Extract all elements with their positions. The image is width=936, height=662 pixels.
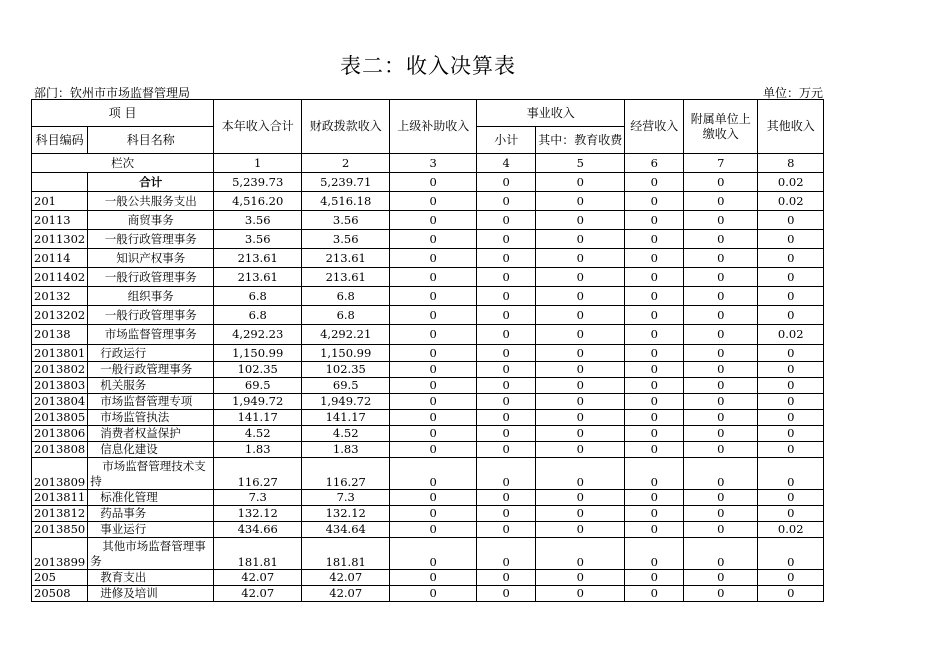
header-other: 其他收入 bbox=[758, 100, 824, 154]
row-value: 0 bbox=[477, 268, 536, 287]
table-row bbox=[32, 586, 824, 602]
row-name: 教育支出 bbox=[88, 570, 214, 586]
row-value: 0 bbox=[477, 249, 536, 268]
row-value: 5,239.71 bbox=[302, 173, 390, 192]
row-name: 一般行政管理事务 bbox=[88, 268, 214, 287]
row-value: 0 bbox=[625, 522, 684, 538]
row-code bbox=[32, 173, 88, 192]
row-value: 0 bbox=[625, 538, 684, 570]
row-code: 2013850 bbox=[32, 522, 88, 538]
column-number: 5 bbox=[536, 154, 625, 173]
row-value: 0 bbox=[684, 426, 758, 442]
row-value: 0 bbox=[625, 325, 684, 345]
row-value: 0 bbox=[390, 306, 477, 325]
row-value: 0 bbox=[625, 442, 684, 458]
row-value: 0 bbox=[536, 490, 625, 506]
row-value: 0 bbox=[390, 211, 477, 230]
row-value: 6.8 bbox=[302, 287, 390, 306]
row-value: 0 bbox=[477, 173, 536, 192]
department-label: 部门：钦州市市场监督管理局 bbox=[34, 86, 191, 100]
row-value: 0 bbox=[758, 306, 824, 325]
row-code: 20132 bbox=[32, 287, 88, 306]
row-value: 0 bbox=[477, 378, 536, 394]
row-value: 0 bbox=[625, 249, 684, 268]
page-title: 表二：收入决算表 bbox=[340, 54, 516, 78]
row-value: 0 bbox=[684, 490, 758, 506]
header-business: 事业收入 bbox=[477, 100, 625, 127]
header-code: 科目编码 bbox=[32, 127, 88, 154]
row-value: 0 bbox=[390, 268, 477, 287]
row-value: 0 bbox=[536, 345, 625, 362]
row-value: 0 bbox=[477, 287, 536, 306]
row-value: 4,292.23 bbox=[214, 325, 302, 345]
row-value: 0 bbox=[625, 268, 684, 287]
row-name: 标准化管理 bbox=[88, 490, 214, 506]
row-value: 0 bbox=[536, 192, 625, 211]
row-value: 4,516.18 bbox=[302, 192, 390, 211]
row-code: 20114 bbox=[32, 249, 88, 268]
row-value: 0 bbox=[477, 345, 536, 362]
table-row bbox=[32, 173, 824, 192]
row-value: 116.27 bbox=[214, 458, 302, 490]
row-value: 1.83 bbox=[302, 442, 390, 458]
header-item: 项 目 bbox=[32, 100, 214, 127]
row-value: 0 bbox=[758, 586, 824, 602]
row-code: 2013802 bbox=[32, 362, 88, 378]
row-value: 1,949.72 bbox=[214, 394, 302, 410]
column-number: 3 bbox=[390, 154, 477, 173]
row-code: 2013806 bbox=[32, 426, 88, 442]
row-value: 69.5 bbox=[302, 378, 390, 394]
row-value: 0 bbox=[536, 394, 625, 410]
row-value: 141.17 bbox=[214, 410, 302, 426]
row-value: 42.07 bbox=[214, 586, 302, 602]
table-row bbox=[32, 230, 824, 249]
row-value: 181.81 bbox=[214, 538, 302, 570]
row-value: 0 bbox=[536, 173, 625, 192]
row-value: 5,239.73 bbox=[214, 173, 302, 192]
row-value: 0 bbox=[477, 211, 536, 230]
row-value: 0 bbox=[536, 570, 625, 586]
table-row bbox=[32, 268, 824, 287]
row-name: 商贸事务 bbox=[88, 211, 214, 230]
row-value: 0 bbox=[758, 410, 824, 426]
row-value: 0 bbox=[390, 506, 477, 522]
row-name: 行政运行 bbox=[88, 345, 214, 362]
row-name: 药品事务 bbox=[88, 506, 214, 522]
row-code: 20508 bbox=[32, 586, 88, 602]
row-code: 2013202 bbox=[32, 306, 88, 325]
row-value: 0 bbox=[390, 410, 477, 426]
row-value: 0 bbox=[477, 490, 536, 506]
row-value: 0 bbox=[536, 230, 625, 249]
row-value: 0.02 bbox=[758, 173, 824, 192]
row-value: 0 bbox=[536, 522, 625, 538]
row-value: 0 bbox=[390, 249, 477, 268]
row-value: 42.07 bbox=[302, 586, 390, 602]
row-code: 2011402 bbox=[32, 268, 88, 287]
row-value: 0 bbox=[477, 522, 536, 538]
row-value: 0 bbox=[684, 211, 758, 230]
row-name: 一般行政管理事务 bbox=[88, 230, 214, 249]
row-value: 0 bbox=[390, 586, 477, 602]
table-row bbox=[32, 538, 824, 570]
row-value: 434.66 bbox=[214, 522, 302, 538]
row-value: 0 bbox=[758, 345, 824, 362]
row-value: 0 bbox=[390, 287, 477, 306]
row-value: 116.27 bbox=[302, 458, 390, 490]
row-value: 0 bbox=[536, 268, 625, 287]
row-value: 141.17 bbox=[302, 410, 390, 426]
column-number: 6 bbox=[625, 154, 684, 173]
row-value: 0 bbox=[477, 394, 536, 410]
table-row bbox=[32, 362, 824, 378]
row-value: 1,150.99 bbox=[214, 345, 302, 362]
header-education: 其中：教育收费 bbox=[536, 127, 625, 154]
row-value: 0 bbox=[758, 570, 824, 586]
row-value: 0 bbox=[758, 442, 824, 458]
row-value: 0 bbox=[625, 570, 684, 586]
row-value: 213.61 bbox=[302, 268, 390, 287]
row-value: 1.83 bbox=[214, 442, 302, 458]
header-fiscal: 财政拨款收入 bbox=[302, 100, 390, 154]
row-name: 组织事务 bbox=[88, 287, 214, 306]
row-value: 3.56 bbox=[302, 211, 390, 230]
column-number: 8 bbox=[758, 154, 824, 173]
row-value: 3.56 bbox=[214, 211, 302, 230]
row-code: 2013805 bbox=[32, 410, 88, 426]
row-value: 132.12 bbox=[302, 506, 390, 522]
row-value: 0 bbox=[536, 325, 625, 345]
column-number: 1 bbox=[214, 154, 302, 173]
row-value: 0 bbox=[390, 458, 477, 490]
row-value: 0 bbox=[684, 268, 758, 287]
row-name: 一般行政管理事务 bbox=[88, 306, 214, 325]
row-code: 2013808 bbox=[32, 442, 88, 458]
row-code: 2013809 bbox=[32, 458, 88, 490]
row-value: 0 bbox=[625, 394, 684, 410]
row-value: 0 bbox=[758, 458, 824, 490]
row-value: 3.56 bbox=[214, 230, 302, 249]
row-name: 知识产权事务 bbox=[88, 249, 214, 268]
row-code: 20138 bbox=[32, 325, 88, 345]
column-number: 4 bbox=[477, 154, 536, 173]
row-value: 0 bbox=[758, 490, 824, 506]
row-value: 181.81 bbox=[302, 538, 390, 570]
row-name: 市场监管执法 bbox=[88, 410, 214, 426]
row-value: 0 bbox=[684, 345, 758, 362]
row-value: 0 bbox=[390, 325, 477, 345]
header-subtotal: 小计 bbox=[477, 127, 536, 154]
row-value: 213.61 bbox=[302, 249, 390, 268]
table-row bbox=[32, 442, 824, 458]
row-value: 0 bbox=[758, 506, 824, 522]
row-value: 434.64 bbox=[302, 522, 390, 538]
row-value: 0 bbox=[758, 394, 824, 410]
row-value: 0 bbox=[758, 426, 824, 442]
row-code: 205 bbox=[32, 570, 88, 586]
row-value: 0 bbox=[684, 249, 758, 268]
table-row bbox=[32, 378, 824, 394]
table-row bbox=[32, 249, 824, 268]
table-row bbox=[32, 458, 824, 490]
row-value: 0 bbox=[477, 306, 536, 325]
row-value: 0 bbox=[684, 458, 758, 490]
row-value: 0 bbox=[625, 458, 684, 490]
row-value: 0 bbox=[625, 410, 684, 426]
row-value: 0 bbox=[684, 538, 758, 570]
row-value: 0 bbox=[390, 442, 477, 458]
row-value: 4,516.20 bbox=[214, 192, 302, 211]
row-code: 2013811 bbox=[32, 490, 88, 506]
row-value: 0 bbox=[477, 442, 536, 458]
table-row bbox=[32, 522, 824, 538]
row-value: 6.8 bbox=[302, 306, 390, 325]
row-name: 市场监督管理事务 bbox=[88, 325, 214, 345]
row-value: 0 bbox=[536, 538, 625, 570]
row-value: 0 bbox=[477, 506, 536, 522]
row-value: 69.5 bbox=[214, 378, 302, 394]
row-value: 0 bbox=[758, 287, 824, 306]
column-number-label: 栏次 bbox=[32, 154, 214, 173]
row-value: 0 bbox=[684, 394, 758, 410]
row-value: 0 bbox=[684, 410, 758, 426]
row-value: 0 bbox=[758, 249, 824, 268]
row-value: 0 bbox=[390, 362, 477, 378]
row-name: 事业运行 bbox=[88, 522, 214, 538]
row-value: 213.61 bbox=[214, 268, 302, 287]
row-value: 1,150.99 bbox=[302, 345, 390, 362]
row-value: 0 bbox=[536, 442, 625, 458]
row-value: 0 bbox=[758, 538, 824, 570]
row-value: 0 bbox=[536, 287, 625, 306]
row-value: 0 bbox=[758, 378, 824, 394]
row-value: 0 bbox=[625, 426, 684, 442]
row-value: 0 bbox=[684, 362, 758, 378]
row-value: 7.3 bbox=[214, 490, 302, 506]
row-value: 0 bbox=[477, 538, 536, 570]
table-row bbox=[32, 306, 824, 325]
row-value: 42.07 bbox=[214, 570, 302, 586]
row-value: 0.02 bbox=[758, 192, 824, 211]
row-name: 消费者权益保护 bbox=[88, 426, 214, 442]
row-value: 0 bbox=[390, 490, 477, 506]
row-value: 0 bbox=[536, 410, 625, 426]
row-name: 一般公共服务支出 bbox=[88, 192, 214, 211]
row-value: 3.56 bbox=[302, 230, 390, 249]
table-row bbox=[32, 287, 824, 306]
table-row bbox=[32, 325, 824, 345]
row-value: 0 bbox=[536, 458, 625, 490]
row-value: 0 bbox=[625, 586, 684, 602]
row-value: 0 bbox=[390, 522, 477, 538]
row-value: 4.52 bbox=[302, 426, 390, 442]
row-value: 42.07 bbox=[302, 570, 390, 586]
row-value: 0 bbox=[536, 378, 625, 394]
row-value: 0 bbox=[684, 586, 758, 602]
row-code: 2013804 bbox=[32, 394, 88, 410]
row-value: 0 bbox=[536, 306, 625, 325]
row-value: 0 bbox=[758, 268, 824, 287]
row-name: 其他市场监督管理事务 bbox=[88, 538, 214, 570]
row-value: 0 bbox=[390, 230, 477, 249]
header-superior: 上级补助收入 bbox=[390, 100, 477, 154]
table-row bbox=[32, 345, 824, 362]
row-code: 2011302 bbox=[32, 230, 88, 249]
row-value: 0 bbox=[477, 325, 536, 345]
row-value: 1,949.72 bbox=[302, 394, 390, 410]
row-value: 0 bbox=[477, 362, 536, 378]
row-name: 机关服务 bbox=[88, 378, 214, 394]
table-row bbox=[32, 506, 824, 522]
row-value: 0 bbox=[684, 192, 758, 211]
header-name: 科目名称 bbox=[88, 127, 214, 154]
row-value: 0 bbox=[625, 506, 684, 522]
row-value: 0 bbox=[758, 211, 824, 230]
row-name: 信息化建设 bbox=[88, 442, 214, 458]
table-row bbox=[32, 394, 824, 410]
row-name: 市场监督管理技术支持 bbox=[88, 458, 214, 490]
row-value: 0 bbox=[477, 570, 536, 586]
table-row bbox=[32, 570, 824, 586]
row-value: 6.8 bbox=[214, 306, 302, 325]
row-value: 102.35 bbox=[302, 362, 390, 378]
row-value: 0 bbox=[390, 173, 477, 192]
row-code: 2013899 bbox=[32, 538, 88, 570]
row-value: 0 bbox=[625, 173, 684, 192]
row-code: 2013803 bbox=[32, 378, 88, 394]
row-value: 4,292.21 bbox=[302, 325, 390, 345]
row-code: 2013812 bbox=[32, 506, 88, 522]
row-value: 0 bbox=[536, 211, 625, 230]
table-row bbox=[32, 192, 824, 211]
row-value: 0 bbox=[684, 442, 758, 458]
column-number: 2 bbox=[302, 154, 390, 173]
row-value: 0 bbox=[625, 287, 684, 306]
row-value: 0 bbox=[536, 249, 625, 268]
row-value: 0 bbox=[477, 458, 536, 490]
row-value: 0 bbox=[684, 306, 758, 325]
row-value: 0 bbox=[390, 345, 477, 362]
row-value: 0 bbox=[536, 586, 625, 602]
row-value: 0 bbox=[625, 345, 684, 362]
row-value: 0.02 bbox=[758, 522, 824, 538]
row-code: 20113 bbox=[32, 211, 88, 230]
income-table bbox=[31, 99, 824, 602]
row-value: 0 bbox=[536, 506, 625, 522]
row-value: 0 bbox=[390, 426, 477, 442]
row-value: 0 bbox=[684, 287, 758, 306]
row-value: 0 bbox=[390, 378, 477, 394]
row-value: 7.3 bbox=[302, 490, 390, 506]
row-value: 0 bbox=[625, 362, 684, 378]
row-value: 0 bbox=[477, 586, 536, 602]
row-code: 201 bbox=[32, 192, 88, 211]
row-value: 0 bbox=[758, 230, 824, 249]
row-value: 0 bbox=[684, 506, 758, 522]
row-value: 132.12 bbox=[214, 506, 302, 522]
header-operating: 经营收入 bbox=[625, 100, 684, 154]
row-value: 0 bbox=[684, 173, 758, 192]
row-value: 0 bbox=[684, 522, 758, 538]
row-value: 0 bbox=[477, 410, 536, 426]
row-value: 6.8 bbox=[214, 287, 302, 306]
unit-label: 单位：万元 bbox=[762, 86, 823, 100]
table-row bbox=[32, 426, 824, 442]
row-value: 0 bbox=[390, 192, 477, 211]
row-value: 0 bbox=[477, 230, 536, 249]
row-value: 0 bbox=[477, 192, 536, 211]
row-value: 0 bbox=[625, 192, 684, 211]
row-value: 0 bbox=[684, 570, 758, 586]
row-value: 0 bbox=[684, 325, 758, 345]
row-code: 2013801 bbox=[32, 345, 88, 362]
row-value: 0 bbox=[625, 211, 684, 230]
row-value: 4.52 bbox=[214, 426, 302, 442]
row-value: 0 bbox=[390, 570, 477, 586]
row-value: 0 bbox=[625, 490, 684, 506]
row-value: 0 bbox=[390, 394, 477, 410]
row-name: 进修及培训 bbox=[88, 586, 214, 602]
header-total: 本年收入合计 bbox=[214, 100, 302, 154]
row-value: 213.61 bbox=[214, 249, 302, 268]
row-value: 0 bbox=[536, 362, 625, 378]
row-value: 102.35 bbox=[214, 362, 302, 378]
table-row bbox=[32, 410, 824, 426]
row-name: 市场监督管理专项 bbox=[88, 394, 214, 410]
row-value: 0 bbox=[625, 378, 684, 394]
row-value: 0 bbox=[758, 362, 824, 378]
row-name: 一般行政管理事务 bbox=[88, 362, 214, 378]
row-value: 0 bbox=[684, 230, 758, 249]
row-value: 0 bbox=[536, 426, 625, 442]
row-value: 0 bbox=[684, 378, 758, 394]
table-row bbox=[32, 490, 824, 506]
row-name: 合计 bbox=[88, 173, 214, 192]
row-value: 0 bbox=[625, 306, 684, 325]
header-affiliate: 附属单位上缴收入 bbox=[684, 100, 758, 154]
row-value: 0 bbox=[477, 426, 536, 442]
table-row bbox=[32, 211, 824, 230]
row-value: 0 bbox=[390, 538, 477, 570]
row-value: 0.02 bbox=[758, 325, 824, 345]
column-number: 7 bbox=[684, 154, 758, 173]
row-value: 0 bbox=[625, 230, 684, 249]
